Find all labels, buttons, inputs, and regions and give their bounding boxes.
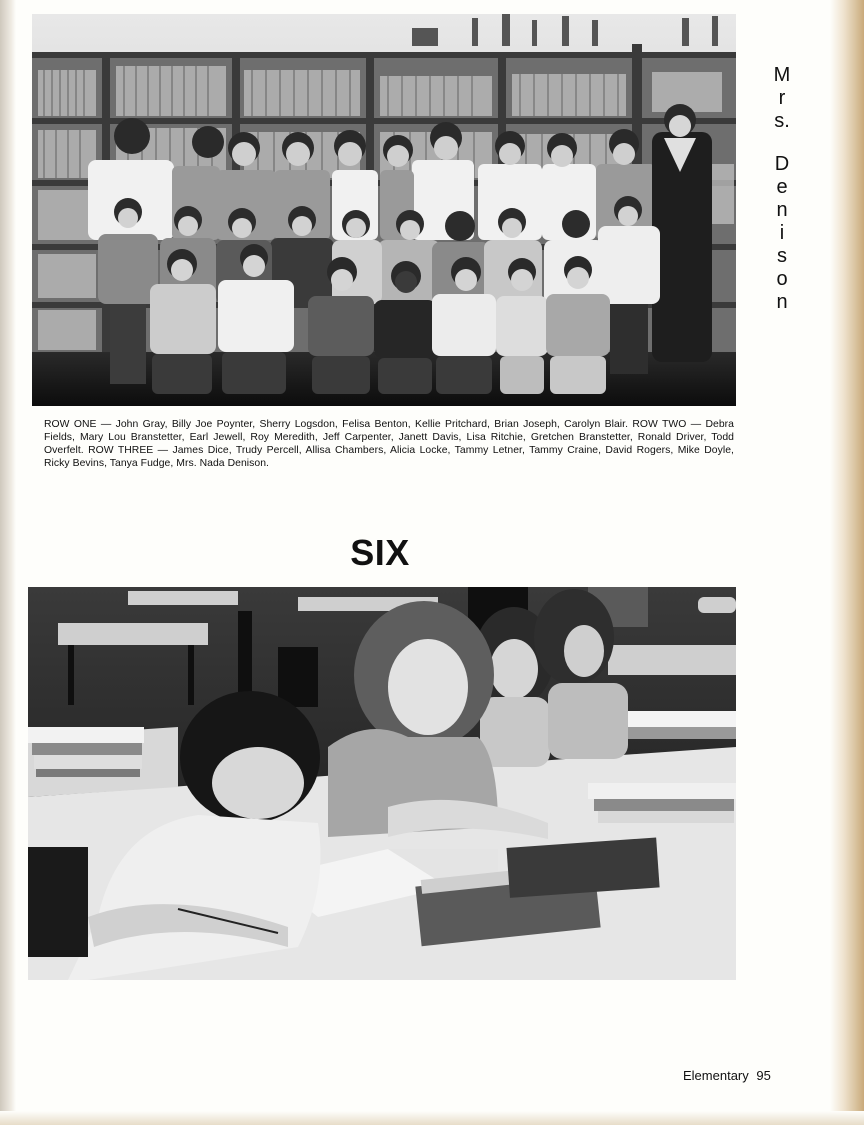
title-letter: e: [776, 176, 788, 198]
class-photo-illustration: [32, 14, 736, 406]
teacher-name-vertical: [768, 64, 796, 314]
page-folio: [683, 1068, 775, 1083]
title-letter: n: [776, 199, 788, 221]
title-letter: i: [779, 222, 785, 244]
class-group-photo: [32, 14, 736, 406]
title-letter: D: [774, 153, 790, 175]
title-letter: s: [777, 245, 787, 267]
classroom-photo-illustration: [28, 587, 736, 980]
title-letter: s.: [774, 110, 790, 132]
folio-section: Elementary: [683, 1068, 749, 1083]
classroom-candid-photo: [28, 587, 736, 980]
photo-caption: ROW ONE — John Gray, Billy Joe Poynter, Sherry Logsdon, Felisa Benton, Kellie Pritchard, Brian Joseph, Carolyn Blair. ROW TWO — Debra Fields, Mary Lou Branstetter, Earl Jewell, Roy Meredith, Jeff Carpenter, Janett Davis, Lisa Ritchie, Gretchen Branstetter, Ronald Driver, Todd Overfelt. ROW THREE — James Dice, Trudy Percell, Allisa Chambers, Alicia Locke, Tammy Letner, Tammy Craine, David Rogers, Mike Doyle, Ricky Bevins, Tanya Fudge, Mrs. Nada Denison.: [44, 419, 734, 469]
title-letter: r: [778, 87, 786, 109]
grade-title: SIX: [350, 532, 410, 573]
folio-page-number: 95: [756, 1068, 771, 1083]
title-letter: o: [776, 268, 788, 290]
title-letter: M: [773, 64, 791, 86]
page-edge-shadow: [830, 0, 864, 1125]
title-letter: n: [776, 291, 788, 313]
page-binding-shadow: [0, 0, 16, 1125]
page-bottom-shadow: [0, 1111, 864, 1125]
